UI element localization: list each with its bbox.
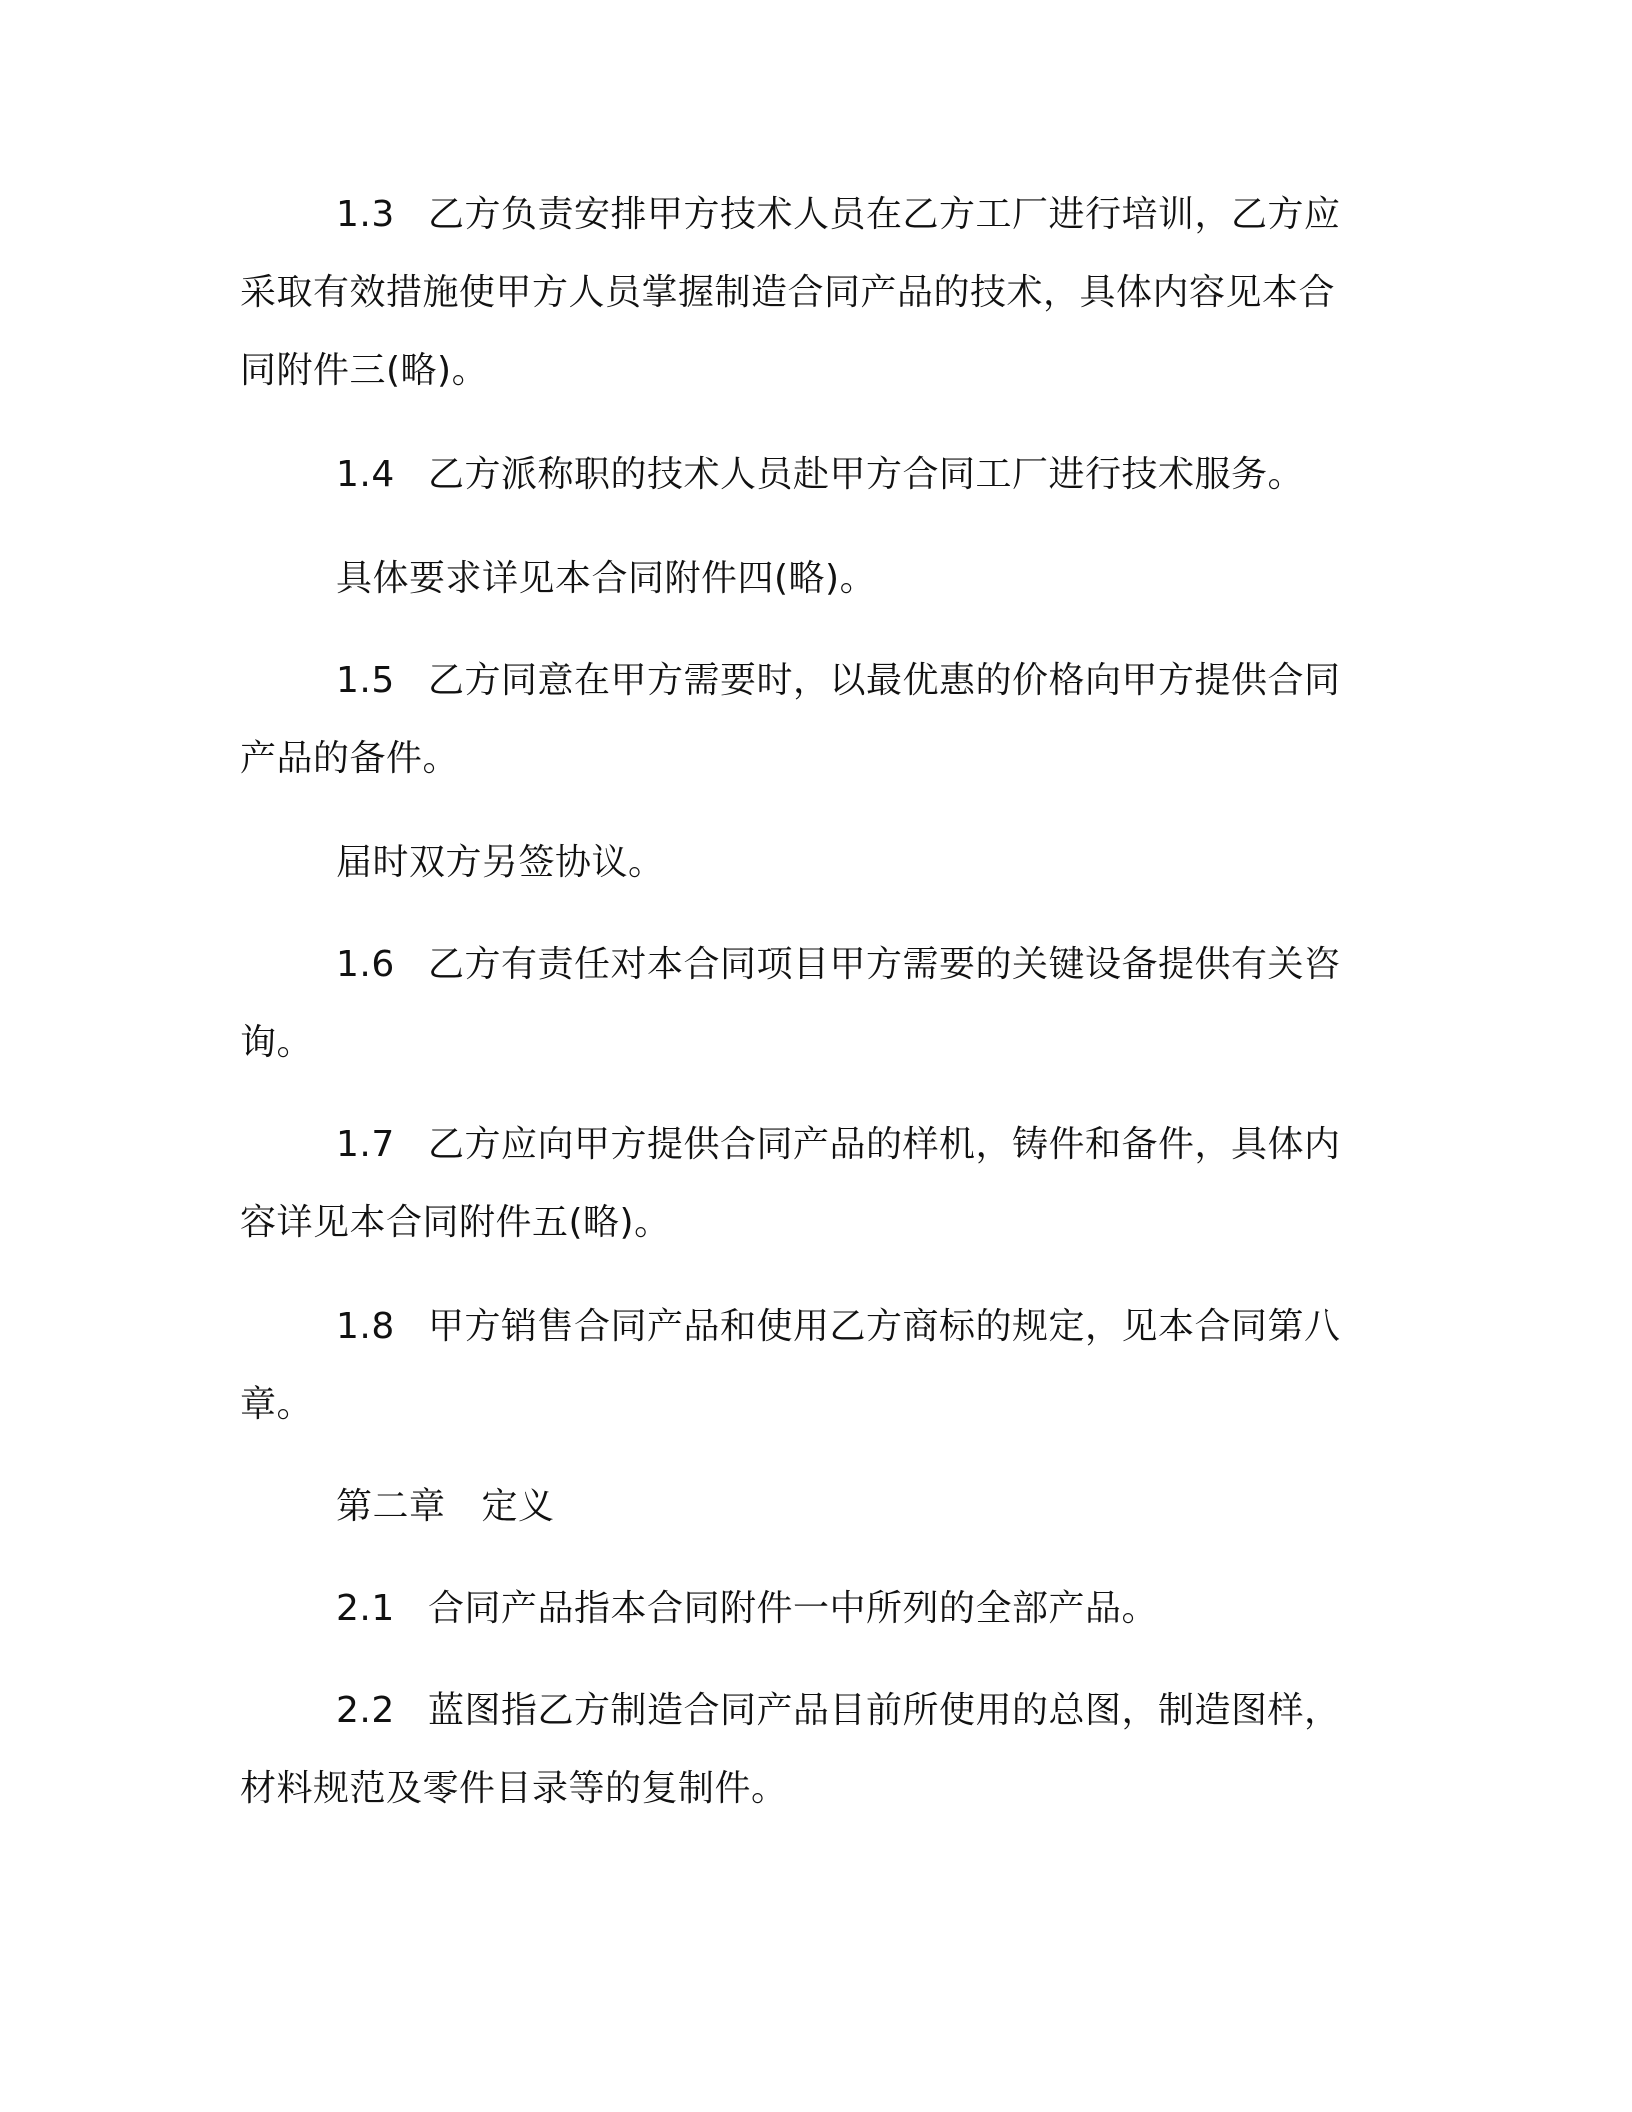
clause-number: 2.2 <box>336 1690 395 1731</box>
clause-number: 1.4 <box>336 454 395 495</box>
paragraph-1-6 <box>240 926 1350 1082</box>
paragraph-2-1 <box>240 1570 1350 1648</box>
paragraph-2-2 <box>240 1672 1350 1828</box>
clause-number: 2.1 <box>336 1588 395 1629</box>
paragraph-1-8 <box>240 1288 1350 1444</box>
clause-text: 乙方同意在甲方需要时，以最优惠的价格向甲方提供合同产品的备件。 <box>240 660 1341 779</box>
clause-text: 具体要求详见本合同附件四(略)。 <box>336 558 877 599</box>
chapter-title: 定义 <box>481 1486 555 1527</box>
clause-text: 蓝图指乙方制造合同产品目前所使用的总图，制造图样，材料规范及零件目录等的复制件。 <box>240 1690 1341 1809</box>
clause-text: 乙方有责任对本合同项目甲方需要的关键设备提供有关咨询。 <box>240 944 1341 1063</box>
clause-text: 甲方销售合同产品和使用乙方商标的规定，见本合同第八章。 <box>240 1306 1341 1425</box>
clause-number: 1.8 <box>336 1306 395 1347</box>
paragraph-1-5-continued <box>240 824 1350 902</box>
clause-number: 1.5 <box>336 660 395 701</box>
paragraph-1-5 <box>240 642 1350 798</box>
clause-text: 合同产品指本合同附件一中所列的全部产品。 <box>428 1588 1159 1629</box>
chapter-label: 第二章 <box>336 1486 446 1527</box>
paragraph-1-4 <box>240 436 1350 514</box>
clause-text: 乙方负责安排甲方技术人员在乙方工厂进行培训，乙方应采取有效措施使甲方人员掌握制造合同产品的技术，具体内容见本合同附件三(略)。 <box>240 194 1341 391</box>
clause-number: 1.3 <box>336 194 395 235</box>
clause-text: 届时双方另签协议。 <box>336 842 665 883</box>
chapter-heading <box>240 1468 1350 1546</box>
clause-text: 乙方派称职的技术人员赴甲方合同工厂进行技术服务。 <box>428 454 1305 495</box>
paragraph-1-7 <box>240 1106 1350 1262</box>
paragraph-1-4-continued <box>240 540 1350 618</box>
clause-number: 1.7 <box>336 1124 395 1165</box>
paragraph-1-3 <box>240 176 1350 410</box>
clause-text: 乙方应向甲方提供合同产品的样机，铸件和备件，具体内容详见本合同附件五(略)。 <box>240 1124 1341 1243</box>
clause-number: 1.6 <box>336 944 395 985</box>
